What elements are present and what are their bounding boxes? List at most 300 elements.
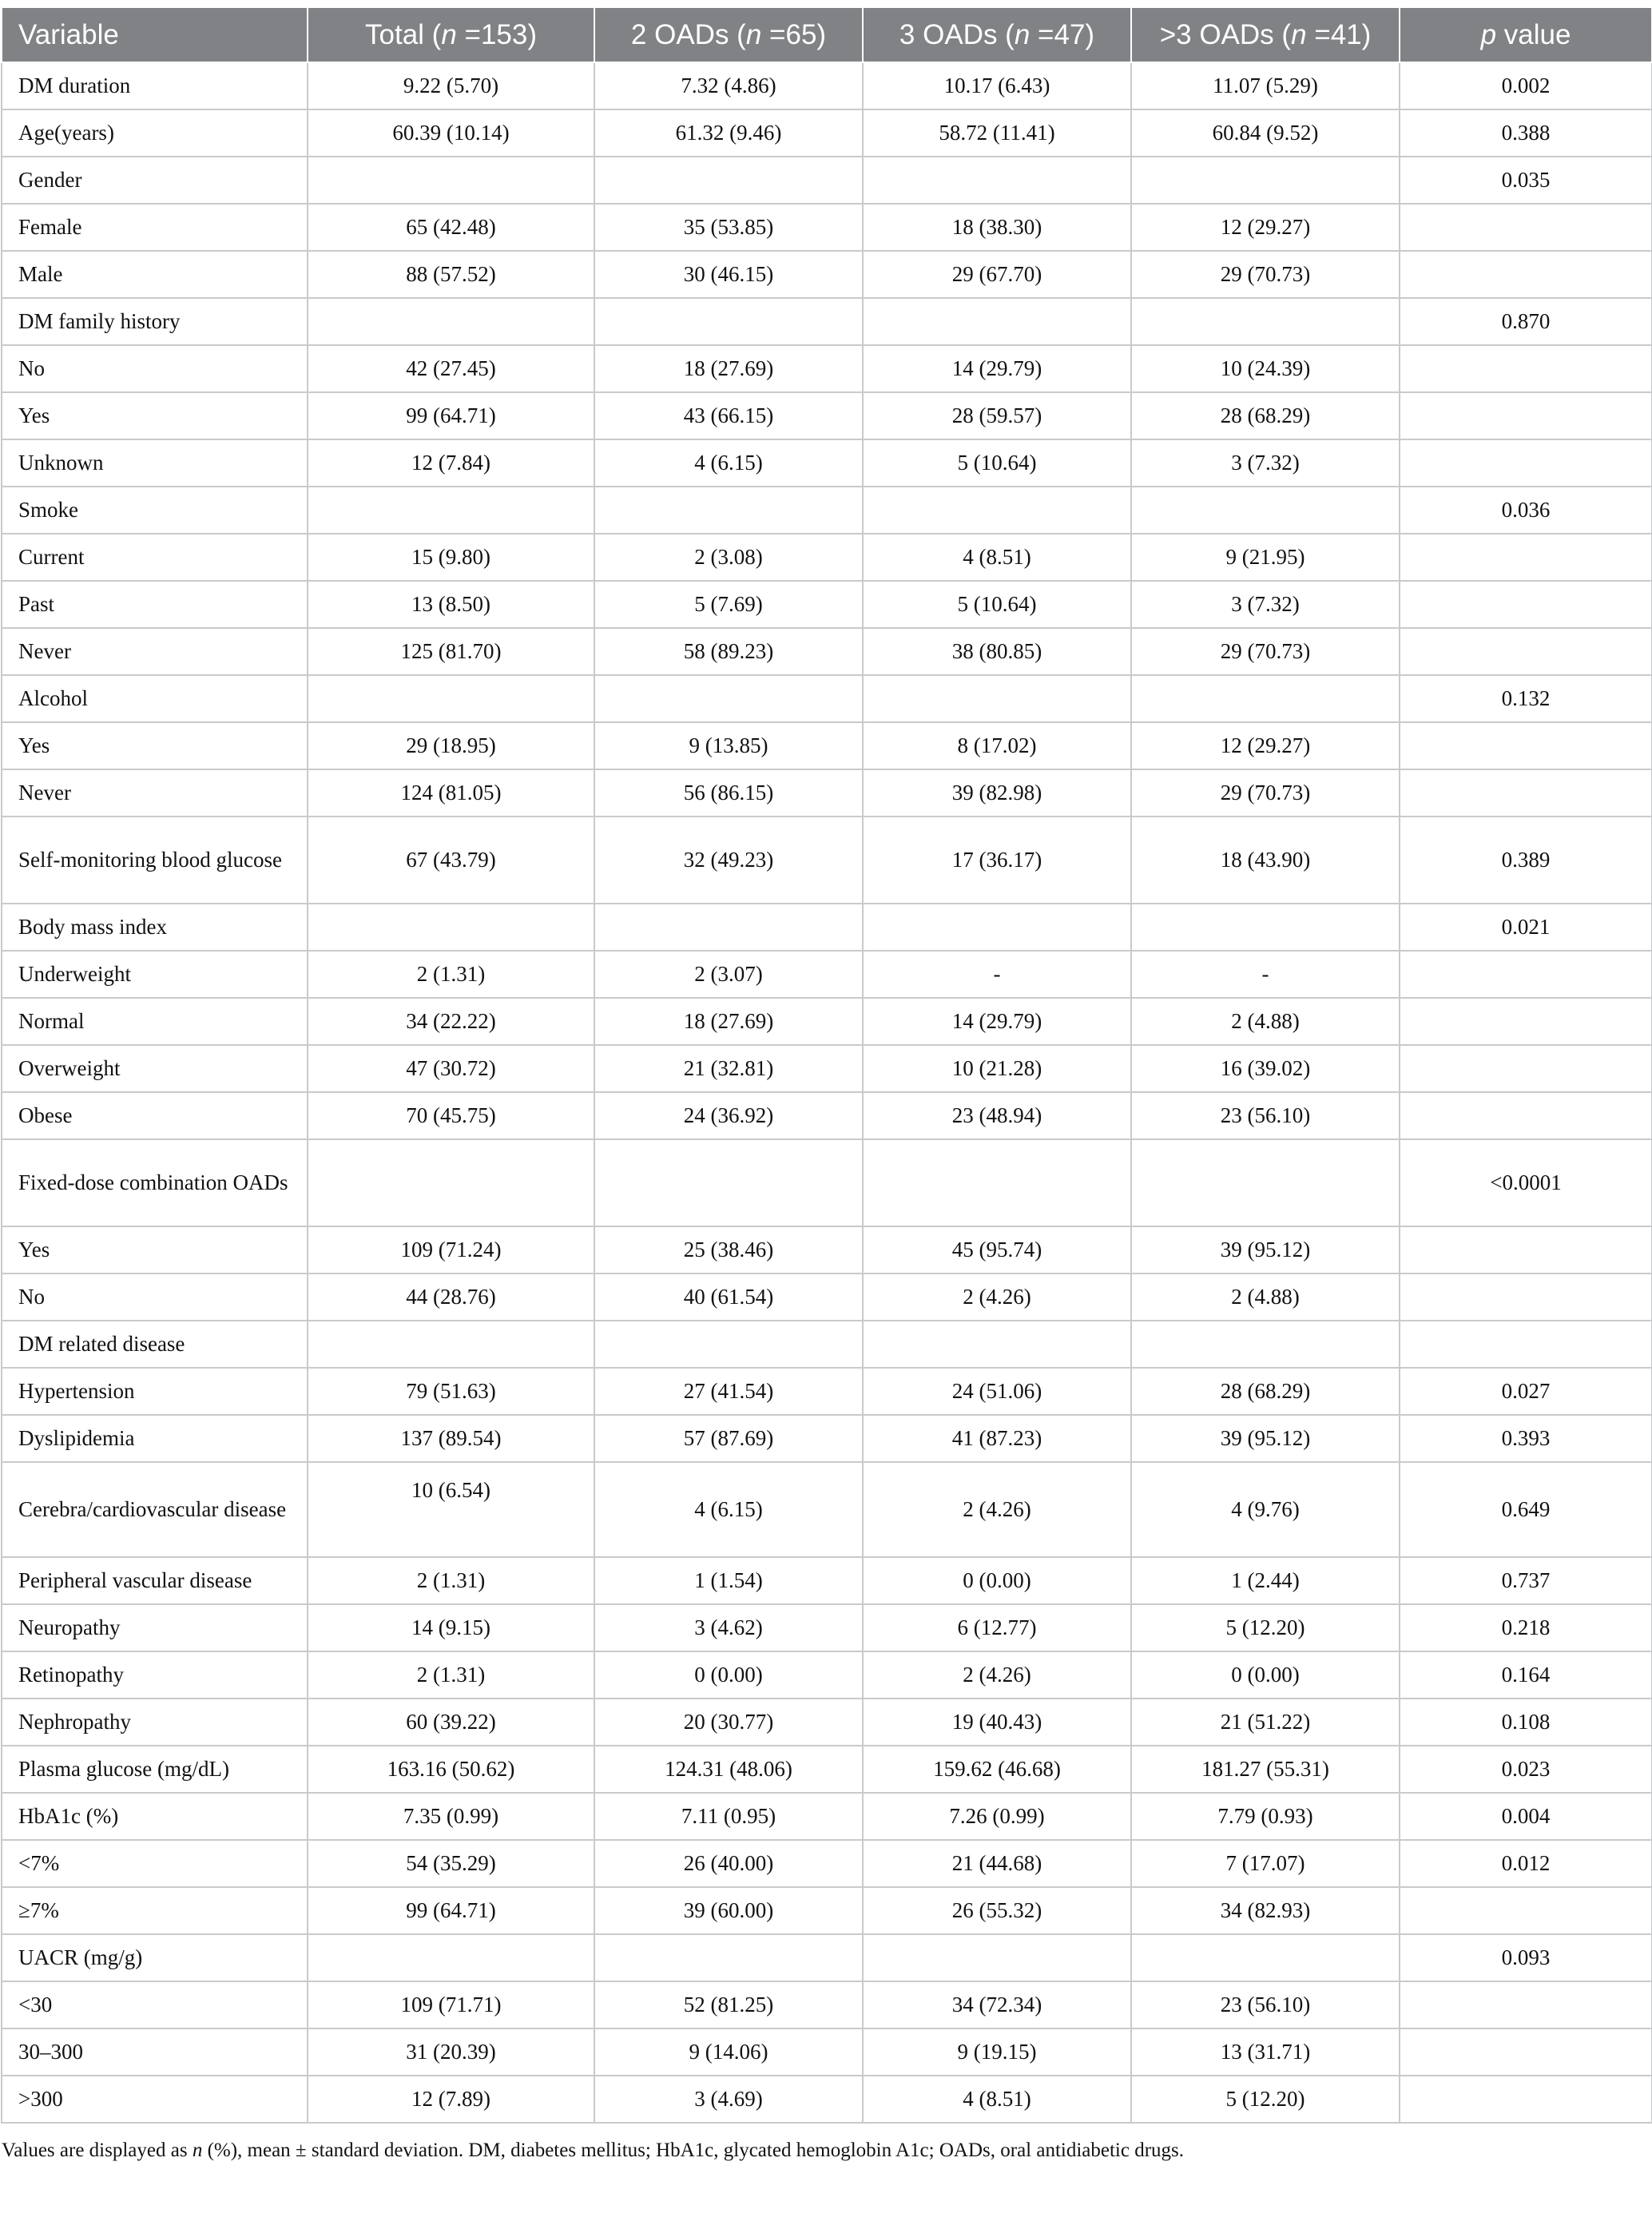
table-cell bbox=[308, 1139, 594, 1226]
table-row bbox=[2, 1981, 1652, 2028]
table-cell: 52 (81.25) bbox=[594, 1981, 863, 2028]
table-cell bbox=[863, 1139, 1131, 1226]
column-header bbox=[308, 7, 594, 62]
table-cell: 109 (71.24) bbox=[308, 1226, 594, 1273]
table-cell: 44 (28.76) bbox=[308, 1273, 594, 1321]
column-header-text: Variable bbox=[18, 18, 119, 50]
table-cell: 14 (9.15) bbox=[308, 1604, 594, 1651]
table-cell: 58.72 (11.41) bbox=[863, 109, 1131, 157]
table-cell bbox=[1131, 157, 1400, 204]
table-row bbox=[2, 1226, 1652, 1273]
table-cell: 99 (64.71) bbox=[308, 392, 594, 439]
table-cell bbox=[1400, 951, 1652, 998]
row-label-cell: Plasma glucose (mg/dL) bbox=[2, 1746, 308, 1793]
table-cell bbox=[594, 1321, 863, 1368]
table-cell: 0.737 bbox=[1400, 1557, 1652, 1604]
table-cell: 8 (17.02) bbox=[863, 722, 1131, 769]
table-cell: 29 (70.73) bbox=[1131, 251, 1400, 298]
table-cell bbox=[863, 157, 1131, 204]
row-label-cell: Gender bbox=[2, 157, 308, 204]
table-cell bbox=[1400, 1092, 1652, 1139]
table-cell: 28 (68.29) bbox=[1131, 392, 1400, 439]
table-cell bbox=[1400, 392, 1652, 439]
column-header-suffix: =65) bbox=[761, 18, 827, 50]
column-header-text: Total ( bbox=[365, 18, 442, 50]
table-cell: 10 (21.28) bbox=[863, 1045, 1131, 1092]
table-cell: 26 (55.32) bbox=[863, 1887, 1131, 1934]
row-label-cell: DM related disease bbox=[2, 1321, 308, 1368]
table-cell bbox=[1131, 487, 1400, 534]
column-header-text: 3 OADs ( bbox=[899, 18, 1015, 50]
column-header-italic: n bbox=[1014, 18, 1031, 50]
table-cell bbox=[308, 487, 594, 534]
table-row bbox=[2, 2028, 1652, 2076]
row-label-cell: ≥7% bbox=[2, 1887, 308, 1934]
table-row bbox=[2, 392, 1652, 439]
footnote-pre: Values are displayed as bbox=[2, 2140, 193, 2161]
table-cell bbox=[594, 1934, 863, 1981]
row-label-cell: Self-monitoring blood glucose bbox=[2, 817, 308, 904]
column-header bbox=[1400, 7, 1652, 62]
table-cell: 5 (10.64) bbox=[863, 581, 1131, 628]
table-row bbox=[2, 487, 1652, 534]
table-cell: 18 (43.90) bbox=[1131, 817, 1400, 904]
table-cell: 7.79 (0.93) bbox=[1131, 1793, 1400, 1840]
table-cell: 28 (68.29) bbox=[1131, 1368, 1400, 1415]
table-cell bbox=[1400, 998, 1652, 1045]
table-cell: 41 (87.23) bbox=[863, 1415, 1131, 1462]
row-label-cell: Fixed-dose combination OADs bbox=[2, 1139, 308, 1226]
table-cell: 2 (4.26) bbox=[863, 1651, 1131, 1699]
table-cell bbox=[863, 487, 1131, 534]
table-cell: 39 (60.00) bbox=[594, 1887, 863, 1934]
table-cell: 19 (40.43) bbox=[863, 1699, 1131, 1746]
table-cell: 39 (95.12) bbox=[1131, 1415, 1400, 1462]
table-row bbox=[2, 1368, 1652, 1415]
table-cell: 42 (27.45) bbox=[308, 345, 594, 392]
table-row bbox=[2, 1604, 1652, 1651]
row-label-cell: Body mass index bbox=[2, 904, 308, 951]
table-cell bbox=[1131, 1321, 1400, 1368]
table-cell bbox=[1400, 204, 1652, 251]
table-cell: 137 (89.54) bbox=[308, 1415, 594, 1462]
column-header-suffix: =153) bbox=[456, 18, 537, 50]
column-header-italic: p bbox=[1480, 18, 1497, 50]
table-cell: 5 (12.20) bbox=[1131, 2076, 1400, 2123]
table-cell: 7.26 (0.99) bbox=[863, 1793, 1131, 1840]
table-cell: 88 (57.52) bbox=[308, 251, 594, 298]
table-cell: 35 (53.85) bbox=[594, 204, 863, 251]
table-cell: 0.002 bbox=[1400, 62, 1652, 109]
row-label-cell: Age(years) bbox=[2, 109, 308, 157]
table-cell bbox=[594, 675, 863, 722]
column-header bbox=[2, 7, 308, 62]
table-cell: 10 (24.39) bbox=[1131, 345, 1400, 392]
table-cell bbox=[1400, 722, 1652, 769]
table-cell: 5 (12.20) bbox=[1131, 1604, 1400, 1651]
table-cell: 15 (9.80) bbox=[308, 534, 594, 581]
table-cell: 7.32 (4.86) bbox=[594, 62, 863, 109]
table-cell bbox=[594, 298, 863, 345]
table-cell bbox=[863, 298, 1131, 345]
table-cell: 2 (4.26) bbox=[863, 1273, 1131, 1321]
table-row bbox=[2, 1793, 1652, 1840]
table-row bbox=[2, 1746, 1652, 1793]
table-cell bbox=[1400, 1273, 1652, 1321]
row-label-cell: Neuropathy bbox=[2, 1604, 308, 1651]
footnote-post: (%), mean ± standard deviation. DM, diabetes mellitus; HbA1c, glycated hemoglobin A1c; OADs, oral antidiabetic drugs. bbox=[202, 2140, 1185, 2161]
table-cell bbox=[1131, 675, 1400, 722]
table-row bbox=[2, 1699, 1652, 1746]
row-label-cell: DM duration bbox=[2, 62, 308, 109]
table-cell: 3 (7.32) bbox=[1131, 439, 1400, 487]
table-cell: 43 (66.15) bbox=[594, 392, 863, 439]
table-row bbox=[2, 1092, 1652, 1139]
table-row bbox=[2, 1273, 1652, 1321]
table-cell bbox=[1400, 2028, 1652, 2076]
table-cell: 23 (56.10) bbox=[1131, 1092, 1400, 1139]
table-cell: 14 (29.79) bbox=[863, 345, 1131, 392]
table-cell: 0.093 bbox=[1400, 1934, 1652, 1981]
column-header-italic: n bbox=[745, 18, 762, 50]
row-label-cell: No bbox=[2, 345, 308, 392]
table-cell: <0.0001 bbox=[1400, 1139, 1652, 1226]
row-label-cell: Current bbox=[2, 534, 308, 581]
column-header bbox=[863, 7, 1131, 62]
table-cell bbox=[1400, 534, 1652, 581]
table-cell: 4 (6.15) bbox=[594, 439, 863, 487]
row-label-cell: Overweight bbox=[2, 1045, 308, 1092]
table-cell: 13 (8.50) bbox=[308, 581, 594, 628]
table-cell: 12 (29.27) bbox=[1131, 204, 1400, 251]
table-cell bbox=[1400, 1887, 1652, 1934]
table-cell bbox=[863, 1321, 1131, 1368]
table-cell bbox=[1131, 904, 1400, 951]
column-header-suffix: =47) bbox=[1030, 18, 1095, 50]
table-row bbox=[2, 1934, 1652, 1981]
table-cell: 47 (30.72) bbox=[308, 1045, 594, 1092]
table-cell: 25 (38.46) bbox=[594, 1226, 863, 1273]
table-cell: 34 (22.22) bbox=[308, 998, 594, 1045]
row-label-cell: Retinopathy bbox=[2, 1651, 308, 1699]
table-cell: 12 (7.84) bbox=[308, 439, 594, 487]
table-cell: 12 (29.27) bbox=[1131, 722, 1400, 769]
table-row bbox=[2, 1139, 1652, 1226]
table-cell: - bbox=[1131, 951, 1400, 998]
table-cell: 18 (38.30) bbox=[863, 204, 1131, 251]
row-label-cell: Peripheral vascular disease bbox=[2, 1557, 308, 1604]
row-label-cell: HbA1c (%) bbox=[2, 1793, 308, 1840]
table-header bbox=[2, 7, 1652, 62]
table-row bbox=[2, 628, 1652, 675]
table-cell bbox=[594, 904, 863, 951]
row-label-cell: Yes bbox=[2, 722, 308, 769]
table-cell: 0.649 bbox=[1400, 1462, 1652, 1557]
row-label-cell: Alcohol bbox=[2, 675, 308, 722]
footnote-italic: n bbox=[192, 2140, 203, 2161]
table-cell bbox=[594, 1139, 863, 1226]
table-cell: 0.021 bbox=[1400, 904, 1652, 951]
table-cell: 54 (35.29) bbox=[308, 1840, 594, 1887]
table-cell: 3 (4.62) bbox=[594, 1604, 863, 1651]
table-cell: 39 (82.98) bbox=[863, 769, 1131, 817]
table-row bbox=[2, 817, 1652, 904]
table-cell bbox=[308, 1934, 594, 1981]
table-cell: 21 (32.81) bbox=[594, 1045, 863, 1092]
column-header-italic: n bbox=[441, 18, 457, 50]
table-cell: 0.004 bbox=[1400, 1793, 1652, 1840]
table-row bbox=[2, 298, 1652, 345]
table-cell: 4 (8.51) bbox=[863, 534, 1131, 581]
table-cell: 9 (21.95) bbox=[1131, 534, 1400, 581]
table-cell: 6 (12.77) bbox=[863, 1604, 1131, 1651]
table-cell: 7 (17.07) bbox=[1131, 1840, 1400, 1887]
table-cell: 32 (49.23) bbox=[594, 817, 863, 904]
table-cell: 5 (7.69) bbox=[594, 581, 863, 628]
table-row bbox=[2, 157, 1652, 204]
table-cell: 10.17 (6.43) bbox=[863, 62, 1131, 109]
row-label-cell: Yes bbox=[2, 392, 308, 439]
table-row bbox=[2, 769, 1652, 817]
table-cell: 124.31 (48.06) bbox=[594, 1746, 863, 1793]
table-cell: 30 (46.15) bbox=[594, 251, 863, 298]
table-cell bbox=[594, 157, 863, 204]
table-cell bbox=[1131, 1139, 1400, 1226]
table-cell: 11.07 (5.29) bbox=[1131, 62, 1400, 109]
table-cell: 70 (45.75) bbox=[308, 1092, 594, 1139]
table-cell: 0.027 bbox=[1400, 1368, 1652, 1415]
table-cell: 61.32 (9.46) bbox=[594, 109, 863, 157]
table-row bbox=[2, 1887, 1652, 1934]
table-cell: 16 (39.02) bbox=[1131, 1045, 1400, 1092]
table-cell: 0.036 bbox=[1400, 487, 1652, 534]
table-cell: 3 (7.32) bbox=[1131, 581, 1400, 628]
table-cell: 20 (30.77) bbox=[594, 1699, 863, 1746]
row-label-cell: Obese bbox=[2, 1092, 308, 1139]
table-cell: 24 (51.06) bbox=[863, 1368, 1131, 1415]
row-label-cell: Smoke bbox=[2, 487, 308, 534]
table-cell: 29 (67.70) bbox=[863, 251, 1131, 298]
table-cell bbox=[1400, 1226, 1652, 1273]
header-row bbox=[2, 7, 1652, 62]
row-label-cell: <30 bbox=[2, 1981, 308, 2028]
column-header bbox=[1131, 7, 1400, 62]
table-cell: 0.218 bbox=[1400, 1604, 1652, 1651]
table-cell bbox=[1400, 769, 1652, 817]
table-cell: 0 (0.00) bbox=[863, 1557, 1131, 1604]
table-cell: 99 (64.71) bbox=[308, 1887, 594, 1934]
table-row bbox=[2, 675, 1652, 722]
table-cell: 9 (13.85) bbox=[594, 722, 863, 769]
table-row bbox=[2, 904, 1652, 951]
row-label-cell: Never bbox=[2, 628, 308, 675]
table-wrapper bbox=[0, 6, 1652, 2162]
table-cell: 56 (86.15) bbox=[594, 769, 863, 817]
table-cell: 39 (95.12) bbox=[1131, 1226, 1400, 1273]
table-cell: 4 (8.51) bbox=[863, 2076, 1131, 2123]
row-label-cell: Yes bbox=[2, 1226, 308, 1273]
table-cell: 0.393 bbox=[1400, 1415, 1652, 1462]
table-cell: 34 (72.34) bbox=[863, 1981, 1131, 2028]
table-cell bbox=[1400, 439, 1652, 487]
table-cell: 2 (4.26) bbox=[863, 1462, 1131, 1557]
table-cell: 58 (89.23) bbox=[594, 628, 863, 675]
table-cell: 60.39 (10.14) bbox=[308, 109, 594, 157]
table-cell: 12 (7.89) bbox=[308, 2076, 594, 2123]
table-cell bbox=[1400, 1045, 1652, 1092]
table-cell: 23 (48.94) bbox=[863, 1092, 1131, 1139]
table-cell: 60 (39.22) bbox=[308, 1699, 594, 1746]
table-cell bbox=[594, 487, 863, 534]
table-cell bbox=[308, 298, 594, 345]
column-header-italic: n bbox=[1291, 18, 1307, 50]
table-row bbox=[2, 2076, 1652, 2123]
row-label-cell: DM family history bbox=[2, 298, 308, 345]
table-cell bbox=[1400, 581, 1652, 628]
table-cell: 109 (71.71) bbox=[308, 1981, 594, 2028]
table-cell: 14 (29.79) bbox=[863, 998, 1131, 1045]
row-label-cell: Female bbox=[2, 204, 308, 251]
table-row bbox=[2, 581, 1652, 628]
table-cell: 13 (31.71) bbox=[1131, 2028, 1400, 2076]
table-cell: 38 (80.85) bbox=[863, 628, 1131, 675]
table-cell: 45 (95.74) bbox=[863, 1226, 1131, 1273]
column-header-suffix: =41) bbox=[1306, 18, 1372, 50]
row-label-cell: Normal bbox=[2, 998, 308, 1045]
table-row bbox=[2, 345, 1652, 392]
table-cell bbox=[308, 157, 594, 204]
table-cell: 4 (6.15) bbox=[594, 1462, 863, 1557]
row-label-cell: Male bbox=[2, 251, 308, 298]
row-label-cell: Past bbox=[2, 581, 308, 628]
table-row bbox=[2, 62, 1652, 109]
table-row bbox=[2, 204, 1652, 251]
table-cell bbox=[1400, 251, 1652, 298]
table-cell bbox=[1400, 2076, 1652, 2123]
table-cell bbox=[1400, 345, 1652, 392]
table-cell: 9 (19.15) bbox=[863, 2028, 1131, 2076]
table-cell: 7.35 (0.99) bbox=[308, 1793, 594, 1840]
table-cell: 0.388 bbox=[1400, 109, 1652, 157]
table-cell: 34 (82.93) bbox=[1131, 1887, 1400, 1934]
column-header-text: 2 OADs ( bbox=[630, 18, 746, 50]
table-cell: 29 (70.73) bbox=[1131, 769, 1400, 817]
table-row bbox=[2, 109, 1652, 157]
baseline-characteristics-table bbox=[1, 6, 1652, 2124]
table-row bbox=[2, 722, 1652, 769]
table-cell: 2 (1.31) bbox=[308, 1557, 594, 1604]
table-row bbox=[2, 439, 1652, 487]
table-cell: 21 (44.68) bbox=[863, 1840, 1131, 1887]
table-row bbox=[2, 534, 1652, 581]
table-cell: 9 (14.06) bbox=[594, 2028, 863, 2076]
table-row bbox=[2, 1840, 1652, 1887]
row-label-cell: Hypertension bbox=[2, 1368, 308, 1415]
table-footnote bbox=[2, 2140, 1652, 2162]
table-cell bbox=[863, 675, 1131, 722]
table-cell: 0.035 bbox=[1400, 157, 1652, 204]
table-cell: - bbox=[863, 951, 1131, 998]
table-cell: 0 (0.00) bbox=[594, 1651, 863, 1699]
table-cell: 2 (4.88) bbox=[1131, 998, 1400, 1045]
table-cell: 27 (41.54) bbox=[594, 1368, 863, 1415]
table-cell: 4 (9.76) bbox=[1131, 1462, 1400, 1557]
table-cell: 2 (4.88) bbox=[1131, 1273, 1400, 1321]
row-label-cell: UACR (mg/g) bbox=[2, 1934, 308, 1981]
table-cell: 0.164 bbox=[1400, 1651, 1652, 1699]
table-cell: 9.22 (5.70) bbox=[308, 62, 594, 109]
table-cell bbox=[863, 904, 1131, 951]
row-label-cell: Unknown bbox=[2, 439, 308, 487]
table-body bbox=[2, 62, 1652, 2123]
table-cell: 67 (43.79) bbox=[308, 817, 594, 904]
table-cell: 1 (1.54) bbox=[594, 1557, 863, 1604]
table-cell bbox=[863, 1934, 1131, 1981]
table-row bbox=[2, 1557, 1652, 1604]
table-cell bbox=[308, 1321, 594, 1368]
table-cell: 79 (51.63) bbox=[308, 1368, 594, 1415]
table-cell: 29 (18.95) bbox=[308, 722, 594, 769]
row-label-cell: 30–300 bbox=[2, 2028, 308, 2076]
row-label-cell: >300 bbox=[2, 2076, 308, 2123]
table-cell: 0.132 bbox=[1400, 675, 1652, 722]
table-cell: 159.62 (46.68) bbox=[863, 1746, 1131, 1793]
table-row bbox=[2, 951, 1652, 998]
table-cell bbox=[1131, 298, 1400, 345]
table-cell: 2 (3.08) bbox=[594, 534, 863, 581]
table-row bbox=[2, 998, 1652, 1045]
table-cell: 163.16 (50.62) bbox=[308, 1746, 594, 1793]
table-cell bbox=[1400, 628, 1652, 675]
column-header-suffix: value bbox=[1496, 18, 1571, 50]
table-cell: 1 (2.44) bbox=[1131, 1557, 1400, 1604]
column-header bbox=[594, 7, 863, 62]
table-cell bbox=[1400, 1321, 1652, 1368]
table-cell: 124 (81.05) bbox=[308, 769, 594, 817]
row-label-cell: <7% bbox=[2, 1840, 308, 1887]
table-cell bbox=[1131, 1934, 1400, 1981]
row-label-cell: Cerebra/cardiovascular disease bbox=[2, 1462, 308, 1557]
table-row bbox=[2, 1651, 1652, 1699]
table-cell bbox=[308, 904, 594, 951]
table-cell: 57 (87.69) bbox=[594, 1415, 863, 1462]
table-cell: 29 (70.73) bbox=[1131, 628, 1400, 675]
table-cell: 18 (27.69) bbox=[594, 998, 863, 1045]
table-cell: 0.012 bbox=[1400, 1840, 1652, 1887]
table-cell: 2 (3.07) bbox=[594, 951, 863, 998]
table-cell: 0.023 bbox=[1400, 1746, 1652, 1793]
column-header-text: >3 OADs ( bbox=[1159, 18, 1292, 50]
table-row bbox=[2, 1462, 1652, 1557]
table-cell: 24 (36.92) bbox=[594, 1092, 863, 1139]
table-cell: 7.11 (0.95) bbox=[594, 1793, 863, 1840]
row-label-cell: Never bbox=[2, 769, 308, 817]
table-cell bbox=[1400, 1981, 1652, 2028]
table-row bbox=[2, 1321, 1652, 1368]
table-cell: 40 (61.54) bbox=[594, 1273, 863, 1321]
table-cell: 26 (40.00) bbox=[594, 1840, 863, 1887]
table-cell: 125 (81.70) bbox=[308, 628, 594, 675]
table-cell: 5 (10.64) bbox=[863, 439, 1131, 487]
table-cell: 60.84 (9.52) bbox=[1131, 109, 1400, 157]
table-cell bbox=[308, 675, 594, 722]
row-label-cell: Underweight bbox=[2, 951, 308, 998]
table-cell: 65 (42.48) bbox=[308, 204, 594, 251]
table-cell: 21 (51.22) bbox=[1131, 1699, 1400, 1746]
table-row bbox=[2, 1415, 1652, 1462]
table-cell: 28 (59.57) bbox=[863, 392, 1131, 439]
table-cell: 23 (56.10) bbox=[1131, 1981, 1400, 2028]
